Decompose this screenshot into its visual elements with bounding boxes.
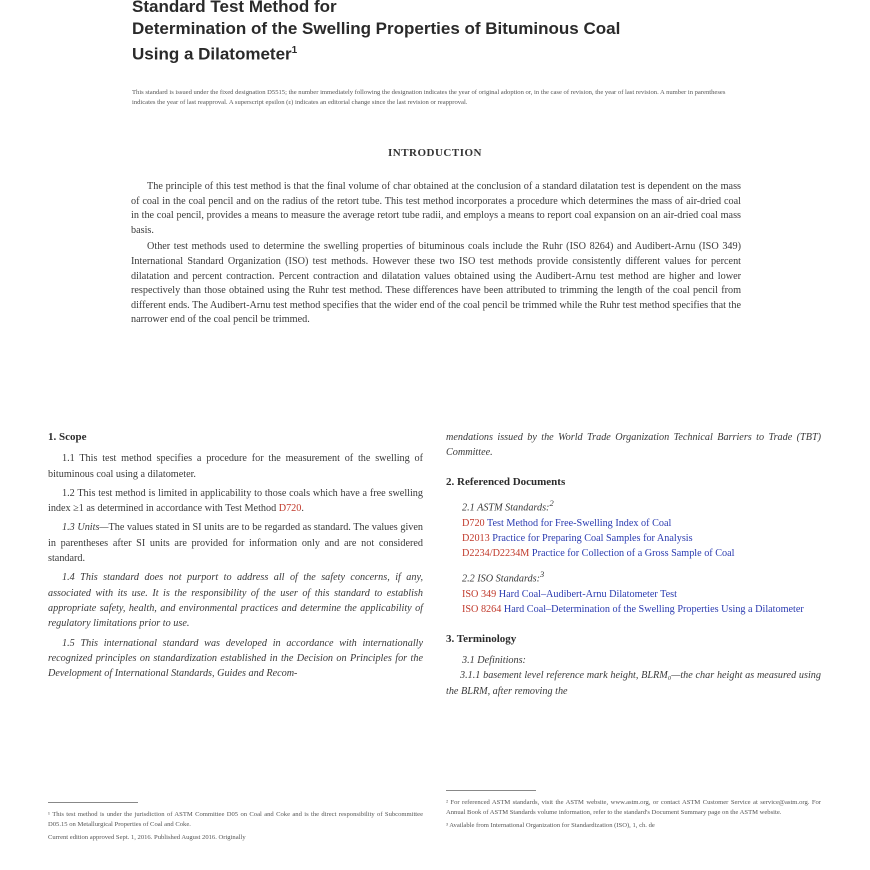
reference-item[interactable]: ISO 8264 Hard Coal–Determination of the Swelling Properties Using a Dilatometer bbox=[462, 604, 804, 616]
introduction-paragraph: The principle of this test method is that the final volume of char obtained at the conclusion of a standard dilatation test is dependent on the mass of coal in the coal pencil and on the radius of the retort tube. This test method incorporates a procedure which determines the mass of air-dried coal in the coal pencil, provides a means to measure the average retort tube radii, and employs a means to report coal expansion on an air-dried coal mass basis. bbox=[131, 181, 741, 236]
title-line-3: Using a Dilatometer$^1$ bbox=[132, 44, 298, 64]
left-column bbox=[48, 430, 423, 685]
astm-standards-label: 2.1 ASTM Standards:$^2$ bbox=[462, 497, 554, 514]
paragraph-1-1: 1.1 This test method specifies a procedure for the measurement of the swelling of bituminous coal using a dilatometer. bbox=[48, 453, 423, 480]
footnotes-left bbox=[48, 810, 423, 847]
paragraph-3-1: 3.1 Definitions: bbox=[462, 655, 526, 667]
section-heading-terminology: 3. Terminology bbox=[446, 632, 517, 645]
title-footnote-mark: 1 bbox=[291, 45, 298, 56]
footnote: ¹ This test method is under the jurisdiction of ASTM Committee D05 on Coal and Coke and is the direct responsibility of Subcommittee D05.15 on Metallurgical Properties of Coal and Coke. bbox=[48, 811, 423, 828]
document-title bbox=[132, 0, 772, 66]
paragraph-3-1-1: 3.1.1 basement level reference mark height, BLRM₀—the char height as measured using the BLRM, after removing the bbox=[446, 670, 821, 697]
reference-item[interactable]: D2013 Practice for Preparing Coal Samples for Analysis bbox=[462, 532, 693, 544]
designation-notice: This standard is issued under the fixed designation D5515; the number immediately following the designation indicates the year of original adoption or, in the case of revision, the year of last revision. A number in parentheses indicates the year of last reapproval. A superscript epsilon (ε) indicates an editorial change since the last revision or reapproval. bbox=[132, 89, 726, 106]
footnote-divider bbox=[48, 802, 138, 803]
reference-item[interactable]: D720 Test Method for Free-Swelling Index of Coal bbox=[462, 517, 672, 529]
title-line-2: Determination of the Swelling Properties of Bituminous Coal bbox=[132, 19, 621, 38]
reference-item[interactable]: D2234/D2234M Practice for Collection of a Gross Sample of Coal bbox=[462, 548, 735, 560]
footnote: Current edition approved Sept. 1, 2016. Published August 2016. Originally bbox=[48, 834, 246, 842]
paragraph-1-5: 1.5 This international standard was developed in accordance with internationally recognized principles on standardization established in the Decision on Principles for the Development of International Standards, Guides and Recom- bbox=[48, 637, 423, 680]
section-heading-referenced: 2. Referenced Documents bbox=[446, 475, 566, 488]
introduction-body bbox=[131, 180, 741, 328]
section-heading-scope: 1. Scope bbox=[48, 431, 87, 443]
iso-standards-label: 2.2 ISO Standards:$^3$ bbox=[462, 569, 545, 585]
paragraph-1-3: 1.3 Units—The values stated in SI units are to be regarded as standard. The values given in parentheses after SI units are provided for information only and are not considered standard. bbox=[48, 522, 424, 565]
link-d720[interactable]: D720 bbox=[278, 503, 302, 515]
footnote: ² For referenced ASTM standards, visit the ASTM website, www.astm.org, or contact ASTM Customer Service at service@astm.org. For Annual Book of ASTM Standards volume information, refer to the standard's Document Summary page on the ASTM website. bbox=[446, 799, 821, 816]
paragraph-1-5-continued: mendations issued by the World Trade Organization Technical Barriers to Trade (TBT) Committee. bbox=[446, 432, 821, 459]
reference-item[interactable]: ISO 349 Hard Coal–Audibert-Arnu Dilatometer Test bbox=[462, 589, 677, 601]
paragraph-1-2: 1.2 This test method is limited in applicability to those coals which have a free swelling index ≥1 as determined in accordance with Test Method D720. bbox=[48, 487, 423, 515]
introduction-paragraph: Other test methods used to determine the swelling properties of bituminous coals include the Ruhr (ISO 8264) and Audibert-Arnu (ISO 349) International Standard Organization (ISO) test methods. However these two ISO test methods provide consistently different values for percent dilatation and percent contraction. Percent contraction and dilatation values obtained using the Audibert-Arnu test method are higher and lower respectively than those obtained using the Ruhr test method. These differences have been attributed to trimming the length of the coal pencil from different ends. The Audibert-Arnu test method specifies that the wider end of the coal pencil be trimmed while the Ruhr test method specifies that the narrower end of the coal pencil be trimmed. bbox=[131, 241, 741, 326]
right-column bbox=[446, 430, 821, 703]
introduction-heading: INTRODUCTION bbox=[387, 147, 482, 159]
footnote-divider bbox=[446, 790, 536, 791]
title-line-1: Standard Test Method for bbox=[132, 0, 337, 16]
footnote: ³ Available from International Organization for Standardization (ISO), 1, ch. de bbox=[446, 822, 655, 830]
footnotes-right bbox=[446, 798, 821, 835]
paragraph-1-4: 1.4 This standard does not purport to address all of the safety concerns, if any, associated with its use. It is the responsibility of the user of this standard to establish appropriate safety, health, and environmental practices and determine the applicability of regulatory limitations prior to use. bbox=[48, 572, 423, 630]
